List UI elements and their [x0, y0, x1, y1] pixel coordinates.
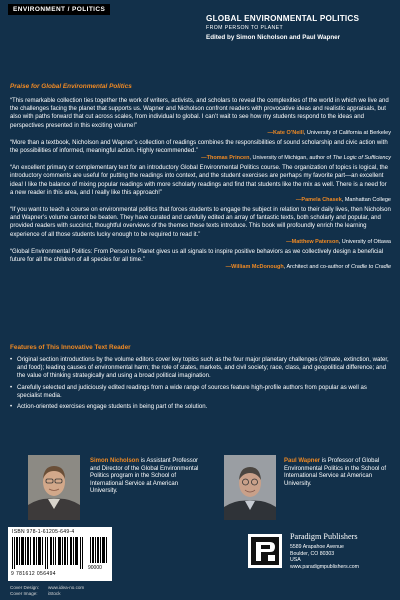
quote-block — [10, 206, 391, 245]
quote-block — [10, 164, 391, 203]
quote-text: “Global Environmental Politics: From Person to Planet gives us all signals to inspire positive behaviors as we collectively design a beneficial future for all the children of all species for all time.” — [10, 248, 384, 264]
quote-author: —Pamela Chasek — [295, 197, 342, 204]
quote-block — [10, 248, 391, 270]
publisher-address: 5589 Arapahoe Avenue Boulder, CO 80303 USA www.paradigmpublishers.com — [290, 544, 396, 570]
quote-affiliation: , Manhattan College — [341, 197, 391, 204]
book-subtitle: FROM PERSON TO PLANET — [206, 25, 284, 31]
feature-item: • Carefully selected and judiciously edited readings from a wide range of sources feature high-profile authors from popular as well as specialist media. — [10, 384, 391, 400]
cover-credits — [10, 585, 84, 597]
header — [0, 0, 400, 40]
credit-design: Cover Design: www.idea-no.com — [10, 585, 85, 590]
quote-work: The Logic of Sufficiency — [332, 155, 391, 162]
quote-affiliation: , University of Michigan, author of — [249, 155, 333, 162]
quote-author: —Matthew Paterson — [286, 238, 339, 245]
simon-nicholson-photo — [28, 455, 80, 520]
credit-image: Cover Image: iStock — [10, 591, 61, 596]
quote-attribution — [10, 197, 391, 203]
simon-nicholson-bio — [90, 458, 200, 496]
paul-wapner-bio — [284, 458, 394, 488]
addon-barcode-icon — [90, 537, 108, 563]
feature-item: • Original section introductions by the volume editors cover key topics such as the four major planetary challenges (climate, extinction, water, and food); leading causes of environmental harm; the role of states, markets, and civil society; race, class, and geopolitical difference; and the value of thinking strategically and using a broad political imagination. — [10, 356, 391, 381]
quote-affiliation: , Architect and co-author of — [283, 264, 351, 271]
quote-attribution — [10, 155, 391, 161]
quote-author: —Kate O’Neill — [267, 129, 304, 136]
praise-quotes — [10, 97, 391, 270]
quote-author: —William McDonough — [225, 264, 284, 271]
quote-block — [10, 97, 391, 136]
barcode-number: 9 781612 056494 — [11, 571, 56, 577]
isbn-label: ISBN 978-1-61205-649-4 — [12, 529, 75, 535]
paul-wapner-photo — [224, 455, 276, 520]
paradigm-logo-icon — [248, 534, 282, 568]
category-label: ENVIRONMENT / POLITICS — [8, 4, 110, 15]
quote-attribution — [10, 239, 391, 245]
bio-text: is Assistant Professor and Director of the Global Environmental Politics program in the School of International Service at American University. — [90, 458, 199, 495]
quote-attribution — [10, 264, 391, 270]
quote-work: Cradle to Cradle — [350, 264, 391, 271]
quote-attribution — [10, 130, 391, 136]
isbn-barcode — [8, 527, 112, 581]
title-block — [206, 14, 396, 41]
quote-text: “If you want to teach a course on environmental politics that forces students to engage the subject in relation to their daily lives, then Nicholson and Wapner’s volume cannot be beaten. They have curated and carefully edited an array of fantastic texts, both scholarly and popular, and provided readers with succinct, thoughtful overviews of the themes these texts introduce. This book will profoundly enrich the learning experience of all those students lucky enough to be required to read it.” — [10, 207, 391, 238]
publisher-block — [290, 532, 396, 570]
features-heading: Features of This Innovative Text Reader — [10, 344, 131, 351]
bio-name: Paul Wapner — [284, 458, 321, 464]
feature-item: • Action-oriented exercises engage students in being part of the solution. — [10, 403, 391, 411]
quote-affiliation: , University of Ottawa — [338, 238, 391, 245]
quote-affiliation: , University of California at Berkeley — [303, 129, 391, 136]
quote-text: “This remarkable collection ties together the work of writers, activists, and scholars to reveal the complexities of the world in which we live and the challenges facing the planet that supports us. Wapner and Nicholson confront readers with provocative ideas and realistic appraisals, but also with paths forward that cut across scales, from individual to global. I can’t wait to see how my students respond to the ideas and perspectives presented in this exciting volume!” — [10, 98, 389, 129]
quote-text: “An excellent primary or complementary text for an introductory Global Environmental Politics course. The organization of topics is logical, the introductory comments are useful for putting the readings into context, and the student exercises are perhaps my favorite part—an excellent idea! I like the balance of mixing popular readings with more scholarly readings and find that students like the mix as well. There is a need for a new reader in this area, and I really like this approach!” — [10, 165, 388, 196]
features-list — [10, 356, 391, 414]
praise-heading: Praise for Global Environmental Politics — [10, 83, 132, 90]
price-code: 90000 — [88, 565, 102, 571]
quote-block — [10, 139, 391, 161]
book-title: GLOBAL ENVIRONMENTAL POLITICS — [206, 14, 360, 23]
publisher-name: Paradigm Publishers — [290, 532, 358, 541]
quote-text: “More than a textbook, Nicholson and Wapner’s collection of readings combines the responsibilities of sound scholarship and civic action with the possibilities of informed, meaningful action. Highly recommended.” — [10, 139, 388, 155]
publisher-url: www.paradigmpublishers.com — [290, 563, 359, 570]
barcode-bars-icon — [12, 537, 84, 569]
editors-line: Edited by Simon Nicholson and Paul Wapner — [206, 34, 341, 41]
quote-author: —Thomas Princen — [201, 155, 250, 162]
bio-text: is Professor of Global Environmental Politics in the School of International Service at American University. — [284, 458, 387, 487]
bio-name: Simon Nicholson — [90, 458, 140, 464]
